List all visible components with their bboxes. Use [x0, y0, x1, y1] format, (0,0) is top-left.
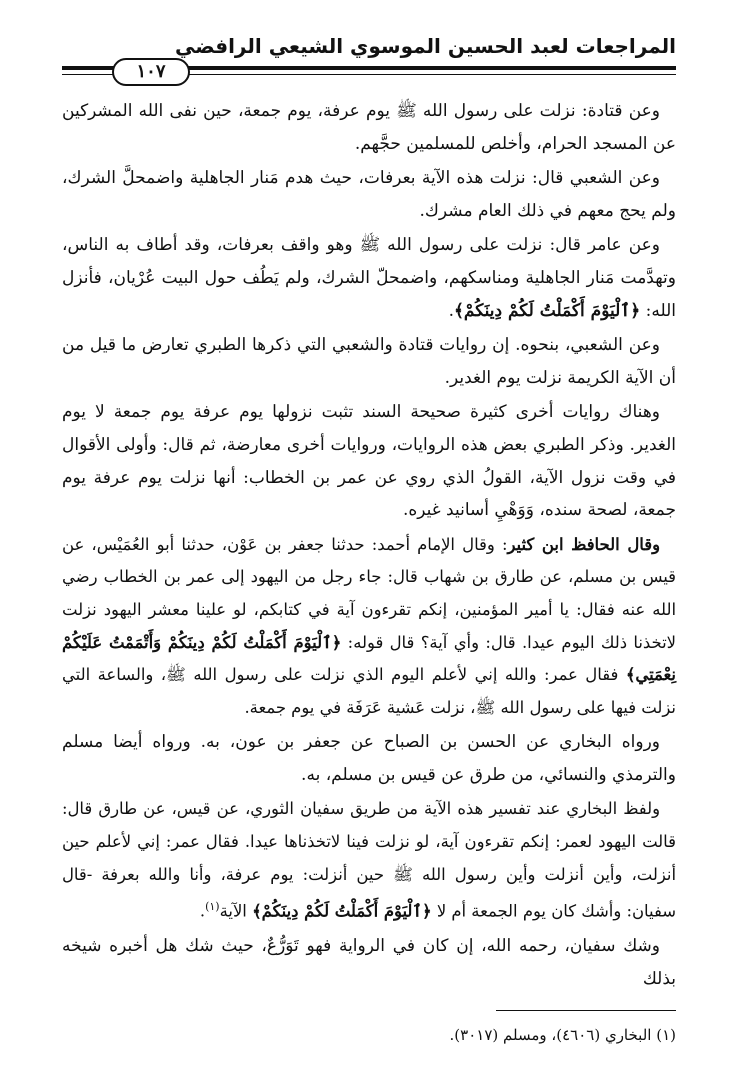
- running-header: المراجعات لعبد الحسين الموسوي الشيعي الرافضي: [175, 34, 676, 58]
- paragraph-qatada: وعن قتادة: نزلت على رسول الله ﷺ يوم عرفة، يوم جمعة، حين نفى الله المشركين عن المسجد الحرام، وأخلص للمسلمين حجَّهم.: [62, 101, 676, 154]
- footnote: (١) البخاري (٤٦٠٦)، ومسلم (٣٠١٧).: [449, 1026, 676, 1044]
- footnote-rule: [496, 1010, 676, 1011]
- footnote-marker: (١): [205, 900, 220, 914]
- paragraph-end: .: [448, 300, 454, 321]
- paragraph-ibn-kathir: [62, 529, 676, 725]
- quran-verse: ﴿ٱلْيَوْمَ أَكْمَلْتُ لَكُمْ دِينَكُمْ﴾: [453, 300, 641, 321]
- main-text: [62, 95, 676, 998]
- quran-verse: ﴿ٱلْيَوْمَ أَكْمَلْتُ لَكُمْ دِينَكُمْ وَأَتْمَمْتُ عَلَيْكُمْ نِعْمَتِي﴾: [62, 632, 676, 685]
- ibn-kathir-text-a: : وقال الإمام أحمد: حدثنا جعفر بن عَوْن، حدثنا أبو العُمَيْس، عن قيس بن مسلم، عن طارق بن شهاب قال: جاء رجل من اليهود إلى عمر بن الخطاب رضي الله عنه فقال: يا أمير المؤمنين، إنكم تقرءون آية في كتابكم، لو علينا معشر اليهود نزلت لاتخذنا ذلك اليوم عيدا. قال: وأي آية؟ قال قوله:: [62, 534, 677, 652]
- paragraph-amir-text: وعن عامر قال: نزلت على رسول الله ﷺ وهو واقف بعرفات، وقد أطاف به الناس، وتهدَّمت مَنار الجاهلية ومناسكهم، واضمحلّ الشرك، ولم يَطُف حول البيت عُرْيان، فأنزل الله:: [62, 235, 676, 321]
- page-number: ١٠٧: [112, 58, 190, 86]
- quran-verse: ﴿ٱلْيَوْمَ أَكْمَلْتُ لَكُمْ دِينَكُمْ﴾: [252, 901, 432, 921]
- paragraph-amir: [62, 229, 676, 327]
- bukhari-wording-ayah: الآية: [219, 901, 253, 921]
- paragraph-shabi: وعن الشعبي قال: نزلت هذه الآية بعرفات، حيث هدم مَنار الجاهلية واضمحلَّ الشرك، ولم يحج معهم في ذلك العام مشرك.: [62, 168, 676, 221]
- paragraph-shabi-similar: وعن الشعبي، بنحوه. إن روايات قتادة والشعبي التي ذكرها الطبري تعارض ما قيل من أن الآية الكريمة نزلت يوم الغدير.: [62, 335, 676, 388]
- ibn-kathir-text-b: فقال عمر: والله إني لأعلم اليوم الذي نزلت على رسول الله ﷺ، والساعة التي نزلت فيها على رسول الله ﷺ، نزلت عَشية عَرَفَة في يوم جمعة.: [62, 665, 676, 717]
- paragraph-bukhari: ورواه البخاري عن الحسن بن الصباح عن جعفر بن عون، به. ورواه أيضا مسلم والترمذي والنسائي، من طرق عن قيس بن مسلم، به.: [62, 732, 676, 785]
- paragraph-end: .: [199, 901, 206, 921]
- bukhari-wording-text: ولفظ البخاري عند تفسير هذه الآية من طريق سفيان الثوري، عن قيس، عن طارق قال: قالت اليهود لعمر: إنكم تقرءون آية، لو نزلت فينا لاتخذناها عيدا. فقال عمر: إني لأعلم حين أنزلت، وأين أنزلت وأين رسول الله ﷺ حين أنزلت: يوم عرفة، وأنا والله بعرفة -قال سفيان: وأشك كان يوم الجمعة أم لا: [62, 799, 676, 921]
- paragraph-other-narrations: وهناك روايات أخرى كثيرة صحيحة السند تثبت نزولها يوم عرفة يوم جمعة لا يوم الغدير. وذكر الطبري بعض هذه الروايات، وروايات أخرى معارضة، ثم قال: وأولى الأقوال في وقت نزول الآية، القولُ الذي روي عن عمر بن الخطاب: أنها نزلت يوم عرفة يوم جمعة، لصحة سنده، وَوَهْيِ أسانيد غيره.: [62, 402, 676, 521]
- paragraph-bukhari-wording: [62, 793, 676, 928]
- paragraph-sufyan-doubt: وشك سفيان، رحمه الله، إن كان في الرواية فهو تَوَرُّعٌ، حيث شك هل أخبره شيخه بذلك: [62, 936, 676, 989]
- ibn-kathir-lead: وقال الحافظ ابن كثير: [507, 534, 660, 554]
